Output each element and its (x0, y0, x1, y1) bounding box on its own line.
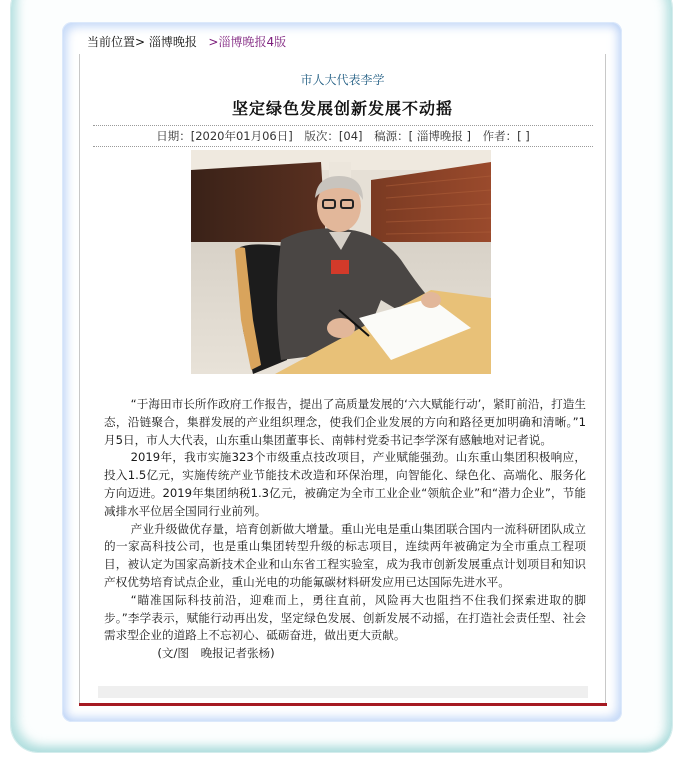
article-subtitle: 市人大代表李学 (300, 73, 385, 87)
meta-source: 稿源：[ 淄博晚报 ] (374, 129, 471, 143)
breadcrumb (87, 34, 286, 50)
article-body (104, 396, 586, 663)
article-paragraph: “瞄准国际科技前沿，迎难而上，勇往直前，风险再大也阻挡不住我们探索进取的脚步。”李学表示，赋能行动再出发，坚定绿色发展、创新发展不动摇，在打造社会责任型、社会需求型企业的道路上不忘初心、砥砺奋进，做出更大贡献。 (104, 592, 586, 643)
breadcrumb-current-link[interactable]: >淄博晚报4版 (208, 35, 287, 49)
meta-author: 作者：[ ] (482, 129, 530, 143)
article-photo (191, 150, 491, 374)
meta-date: 日期：[2020年01月06日] (156, 129, 293, 143)
breadcrumb-label: 当前位置> (87, 35, 146, 49)
article-content (79, 54, 606, 706)
breadcrumb-section-link[interactable]: 淄博晚报 (148, 35, 197, 49)
article-paragraph: 产业升级做优存量，培育创新做大增量。重山光电是重山集团联合国内一流科研团队成立的一家高科技公司，也是重山集团转型升级的标志项目，连续两年被确定为全市重点工程项目，被认定为国家高新技术企业和山东省工程实验室，成为我市创新发展重点计划项目和知识产权优势培育试点企业，重山光电的功能氟碳材料研发应用已达国际先进水平。 (104, 521, 586, 589)
article-title: 坚定绿色发展创新发展不动摇 (231, 99, 453, 118)
bottom-red-divider (79, 703, 607, 706)
meta-edition: 版次：[04] (304, 129, 363, 143)
footer-gray-bar (98, 686, 588, 698)
photo-icon (191, 150, 491, 374)
article-paragraph: 2019年，我市实施323个市级重点技改项目，产业赋能强劲。山东重山集团积极响应，投入1.5亿元，实施传统产业节能技术改造和环保治理，向智能化、绿色化、高端化、服务化方向迈进。2019年集团纳税1.3亿元，被确定为全市工业企业“领航企业”和“潜力企业”，节能减排水平位居全国同行业前列。 (104, 450, 586, 518)
article-byline: (文/图 晚报记者张杨) (157, 646, 275, 661)
article-meta (93, 125, 593, 147)
article-paragraph: “于海田市长所作政府工作报告，提出了高质量发展的‘六大赋能行动’，紧盯前沿，打造生态，沿链聚合，集群发展的产业组织理念，使我们企业发展的方向和路径更加明确和清晰。”1月5日，市人大代表，山东重山集团董事长、南韩村党委书记李学深有感触地对记者说。 (104, 397, 586, 447)
